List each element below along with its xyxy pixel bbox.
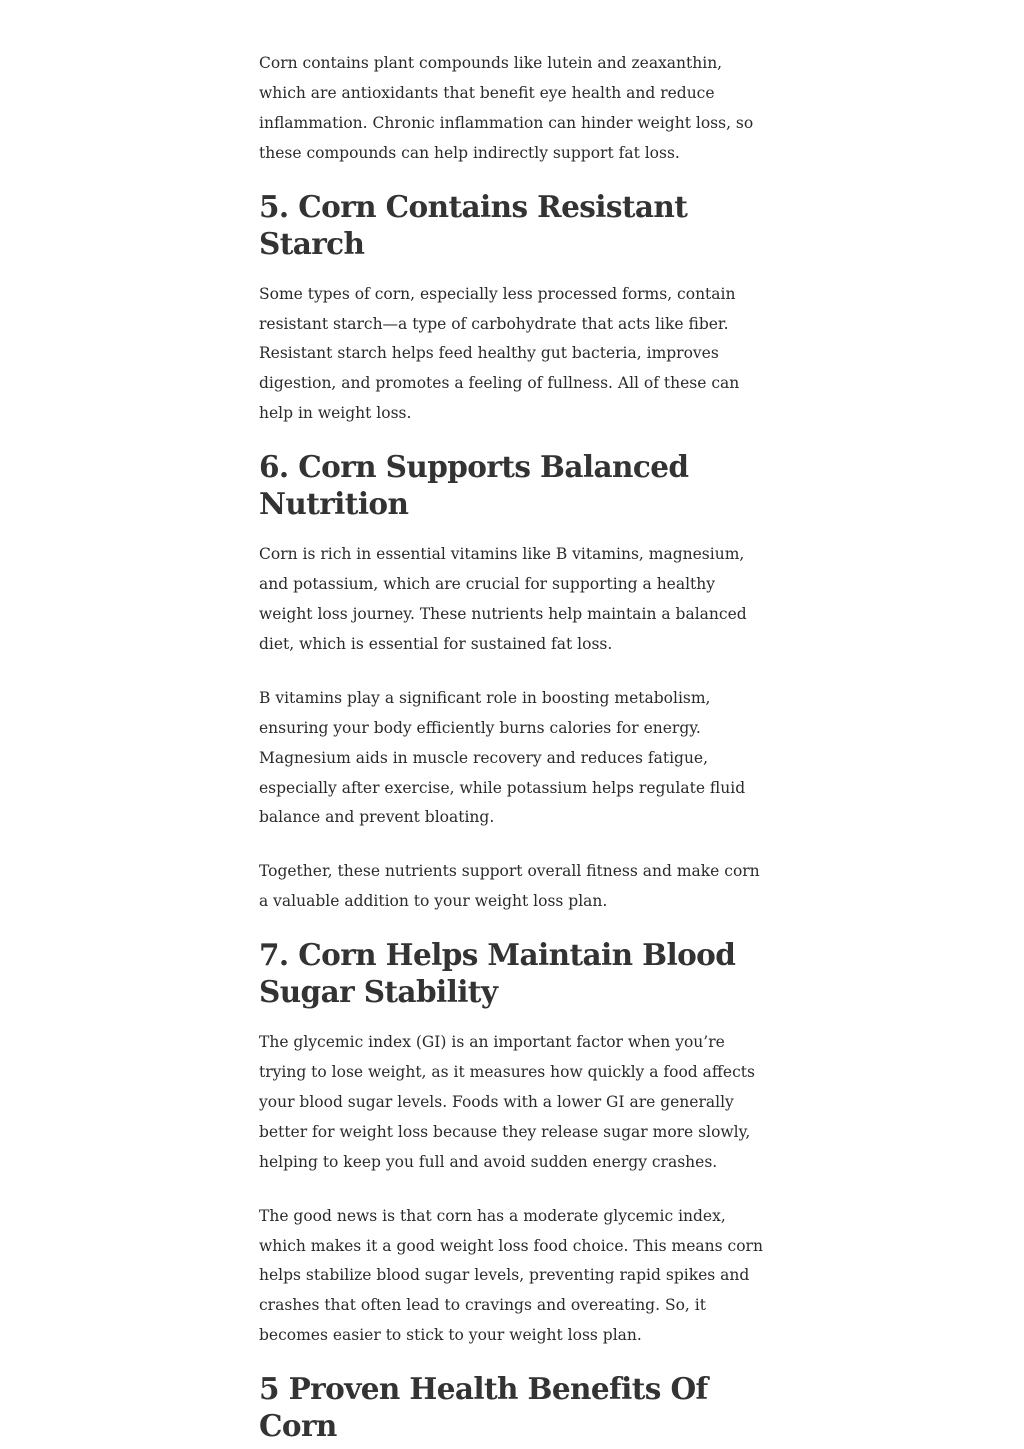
paragraph-glycemic-index: The glycemic index (GI) is an important factor when you’re trying to lose weight, as it measures how quickly a food affects your blood sugar levels. Foods with a lower GI are generally better for weight loss because they release sugar more slowly, helping to keep you full and avoid sudden energy crashes. [259, 1033, 755, 1171]
paragraph-good-news: The good news is that corn has a moderate glycemic index, which makes it a good weight loss food choice. This means corn helps stabilize blood sugar levels, preventing rapid spikes and crashes that often lead to cravings and overeating. So, it becomes easier to stick to your weight loss plan. [259, 1206, 763, 1345]
paragraph-antioxidants: Corn contains plant compounds like lutein and zeaxanthin, which are antioxidants that benefit eye health and reduce inflammation. Chronic inflammation can hinder weight loss, so these compounds can help indirectly support fat loss. [259, 54, 754, 162]
heading-resistant-starch: 5. Corn Contains Resistant Starch [259, 188, 688, 261]
heading-balanced-nutrition: 6. Corn Supports Balanced Nutrition [259, 449, 689, 522]
heading-blood-sugar: 7. Corn Helps Maintain Blood Sugar Stability [259, 937, 736, 1010]
article-body [259, 45, 771, 1444]
paragraph-together: Together, these nutrients support overall fitness and make corn a valuable addition to your weight loss plan. [259, 862, 760, 911]
paragraph-vitamins: Corn is rich in essential vitamins like B vitamins, magnesium, and potassium, which are crucial for supporting a healthy weight loss journey. These nutrients help maintain a balanced diet, which is essential for sustained fat loss. [259, 545, 747, 653]
paragraph-resistant-starch: Some types of corn, especially less processed forms, contain resistant starch—a type of carbohydrate that acts like fiber. Resistant starch helps feed healthy gut bacteria, improves digestion, and promotes a feeling of fullness. All of these can help in weight loss. [259, 284, 740, 423]
heading-health-benefits: 5 Proven Health Benefits Of Corn [259, 1371, 708, 1444]
paragraph-b-vitamins: B vitamins play a significant role in boosting metabolism, ensuring your body efficiently burns calories for energy. Magnesium aids in muscle recovery and reduces fatigue, especially after exercise, while potassium helps regulate fluid balance and prevent bloating. [259, 688, 746, 827]
